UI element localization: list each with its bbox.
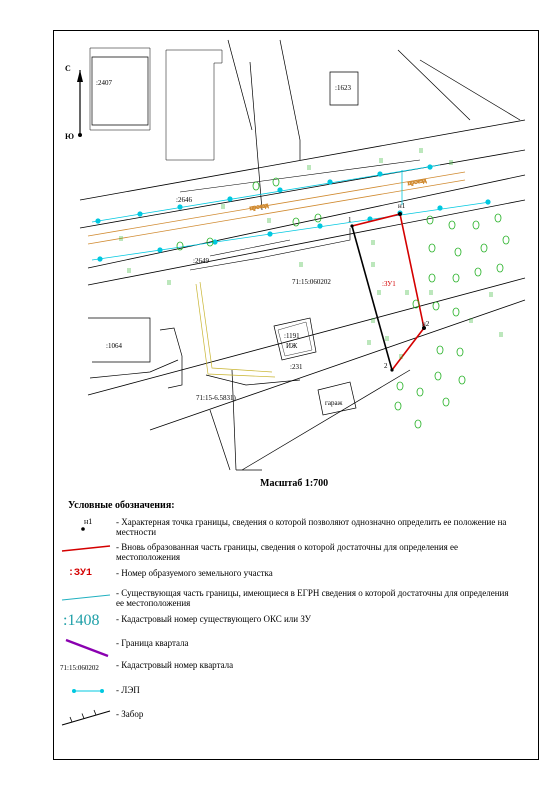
legend-point-code: н1: [84, 517, 93, 526]
south-label: Ю: [65, 132, 75, 141]
legend-text: - Забор: [116, 709, 144, 719]
power-line-icon: [60, 683, 112, 699]
label-parcel-1064: :1064: [106, 342, 122, 350]
legend-text: - Характерная точка границы, сведения о которой позволяют однозначно определить ее положение на местности: [116, 517, 507, 537]
legend-item-point: [0, 515, 560, 539]
legend-text: - Кадастровый номер квартала: [116, 660, 234, 670]
legend-item-zu-number: [0, 566, 560, 584]
label-parcel-2407: :2407: [96, 79, 112, 87]
red-line-icon: [60, 541, 112, 563]
north-label: С: [65, 64, 71, 73]
label-point-2: 2: [384, 362, 388, 370]
label-parcel-bottom: 71:15-6.5831): [196, 394, 236, 402]
label-parcel-2646: :2646: [176, 196, 192, 204]
legend-quarter-symbol: 71:15:060202: [60, 664, 99, 672]
road-label-lower: проезд: [249, 201, 269, 212]
legend-item-power-line: [0, 683, 560, 699]
label-izhs: ИЖ: [286, 342, 298, 350]
label-parcel-2649: :2649: [193, 257, 209, 265]
legend-item-existing-boundary: [0, 588, 560, 610]
legend-cadastral-symbol: :1408: [63, 612, 100, 629]
purple-line-icon: [60, 636, 112, 658]
legend-text: - Номер образуемого земельного участка: [116, 568, 273, 578]
map-scale: Масштаб 1:700: [260, 478, 329, 489]
power-lines: [92, 165, 490, 261]
label-point-n2: н2: [422, 320, 430, 328]
label-garage: гараж: [325, 399, 343, 407]
label-parcel-1191: :1191: [284, 332, 300, 340]
label-zu1: :ЗУ1: [382, 280, 396, 288]
vegetation-marks: [177, 178, 509, 428]
label-quarter-number: 71:15:060202: [292, 278, 331, 286]
label-parcel-1623: :1623: [335, 84, 351, 92]
label-point-n1: н1: [398, 202, 406, 210]
road-label-upper: проезд: [407, 176, 427, 187]
fence-line-icon: [60, 705, 112, 729]
legend-text: - Существующая часть границы, имеющиеся в ЕГРН сведения о которой достаточны для определения ее местоположения: [116, 588, 509, 608]
legend-zu-symbol: :ЗУ1: [68, 568, 93, 579]
legend-text: - Граница квартала: [116, 638, 189, 648]
north-arrow: [65, 64, 83, 141]
cyan-line-icon: [60, 588, 112, 610]
legend-title: Условные обозначения:: [68, 500, 175, 511]
legend-item-fence: [0, 705, 560, 729]
legend-text: - Вновь образованная часть границы, сведения о которой достаточны для определения ее местоположения: [116, 542, 459, 562]
legend-item-new-boundary: [0, 541, 560, 563]
building-outlines: [88, 40, 520, 470]
legend-text: - ЛЭП: [116, 685, 140, 695]
label-parcel-231: :231: [290, 363, 303, 371]
fence-lines: [180, 160, 420, 270]
legend-item-quarter-number: [0, 660, 560, 676]
legend-item-cadastral-number: [0, 612, 560, 634]
label-point-1: 1: [348, 216, 352, 224]
legend-item-quarter-boundary: [0, 636, 560, 658]
grass-marks: [120, 148, 502, 359]
legend-text: - Кадастровый номер существующего ОКС или ЗУ: [116, 614, 312, 624]
